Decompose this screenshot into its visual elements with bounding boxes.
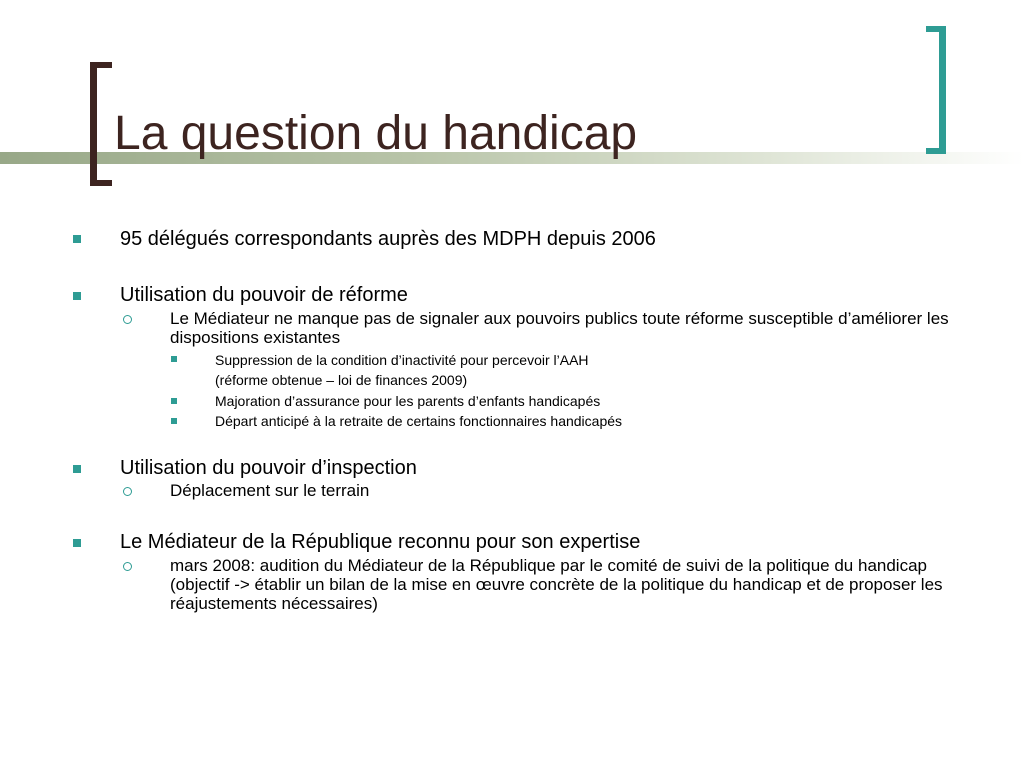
bullet-level1: Le Médiateur de la République reconnu pour son expertise <box>120 531 641 553</box>
square-bullet-icon <box>73 465 81 473</box>
square-bullet-icon <box>73 292 81 300</box>
circle-bullet-icon <box>123 315 132 324</box>
bullet-level3: Majoration d’assurance pour les parents d’enfants handicapés <box>215 393 601 409</box>
square-bullet-icon <box>171 398 177 404</box>
square-bullet-icon <box>171 418 177 424</box>
bullet-level1: 95 délégués correspondants auprès des MDPH depuis 2006 <box>120 228 656 250</box>
circle-bullet-icon <box>123 562 132 571</box>
circle-bullet-icon <box>123 487 132 496</box>
bullet-level3: Suppression de la condition d’inactivité pour percevoir l’AAH <box>215 352 589 368</box>
bullet-level2: Le Médiateur ne manque pas de signaler aux pouvoirs publics toute réforme susceptible d’améliorer les dispositions existantes <box>170 309 949 347</box>
bullet-level2: mars 2008: audition du Médiateur de la République par le comité de suivi de la politique du handicap (objectif -> établir un bilan de la mise en œuvre concrète de la politique du handicap et de proposer les réajustements nécessaires) <box>170 556 943 613</box>
square-bullet-icon <box>171 356 177 362</box>
bullet-level2: Déplacement sur le terrain <box>170 481 370 500</box>
bullet-level3: Départ anticipé à la retraite de certains fonctionnaires handicapés <box>215 413 623 429</box>
slide-title: La question du handicap <box>114 107 638 160</box>
bullet-level1: Utilisation du pouvoir de réforme <box>120 284 408 306</box>
square-bullet-icon <box>73 235 81 243</box>
square-bullet-icon <box>73 539 81 547</box>
bullet-level1: Utilisation du pouvoir d’inspection <box>120 457 417 479</box>
bullet-level3-continuation: (réforme obtenue – loi de finances 2009) <box>215 372 468 388</box>
